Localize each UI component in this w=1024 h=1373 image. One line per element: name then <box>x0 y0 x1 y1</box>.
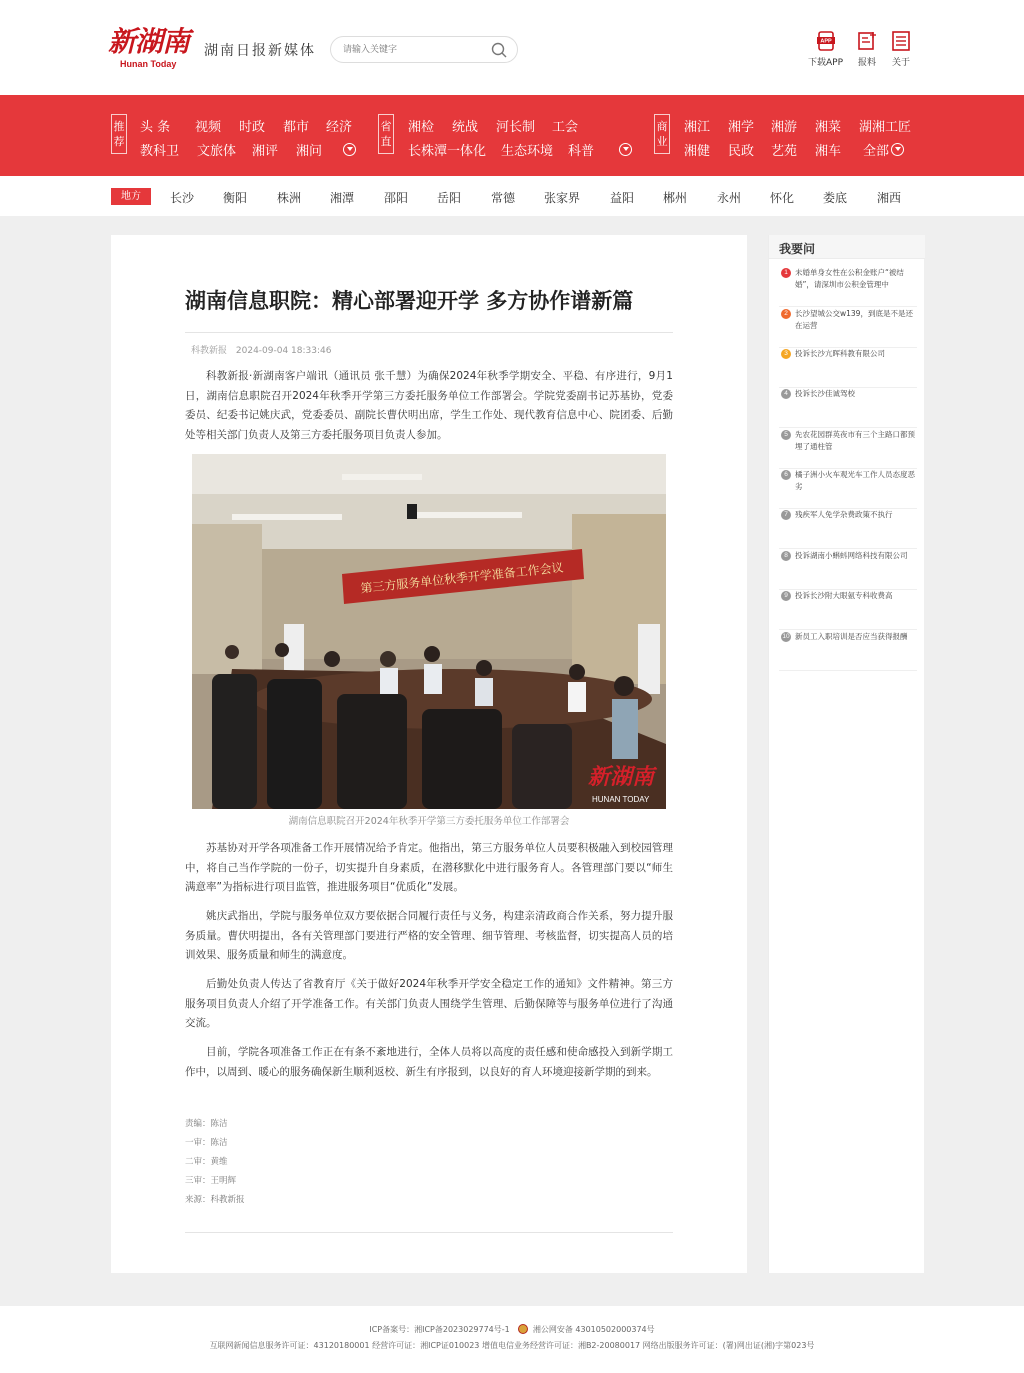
nav-item[interactable]: 民政 <box>728 144 755 159</box>
question-item[interactable] <box>779 308 917 348</box>
question-text: 残疾军人免学杂费政策不执行 <box>795 510 893 519</box>
nav-item[interactable]: 湘菜 <box>815 120 842 135</box>
question-item[interactable] <box>779 388 917 428</box>
icp-record[interactable]: ICP备案号：湘ICP备2023029774号-1 <box>369 1325 510 1334</box>
credit-review-2: 二审：黄维 <box>185 1157 228 1167</box>
question-rank: 1 <box>781 268 791 278</box>
nav-item[interactable]: 经济 <box>326 120 353 135</box>
nav-item[interactable]: 湘评 <box>252 144 279 159</box>
region-item[interactable]: 益阳 <box>610 191 635 205</box>
question-text: 投诉长沙附大眼氨专科收费高 <box>795 591 893 600</box>
article-datetime: 2024-09-04 18:33:46 <box>235 346 332 356</box>
nav-item[interactable]: 湘游 <box>771 120 798 135</box>
nav-item-all[interactable]: 全部 <box>863 144 890 159</box>
app-download-icon <box>815 30 837 52</box>
region-item[interactable]: 张家界 <box>544 191 581 205</box>
question-text: 新员工入职培训是否应当获得报酬 <box>795 632 908 641</box>
nav-item[interactable]: 河长制 <box>496 120 536 135</box>
photo-caption: 湖南信息职院召开2024年秋季开学第三方委托服务单位工作部署会 <box>288 816 570 827</box>
police-badge-icon <box>518 1324 528 1334</box>
nav-item[interactable]: 艺苑 <box>771 144 798 159</box>
photo-watermark-sub: HUNAN TODAY <box>592 795 650 804</box>
region-nav <box>0 176 1024 216</box>
question-item[interactable] <box>779 267 917 307</box>
nav-item[interactable]: 湘问 <box>296 144 323 159</box>
nav-item[interactable]: 文旅体 <box>197 144 237 159</box>
report-icon <box>856 30 878 52</box>
site-footer <box>0 1306 1024 1373</box>
logo-text: 新湖南 <box>108 25 190 58</box>
question-item[interactable] <box>779 631 917 671</box>
nav-item[interactable]: 头 条 <box>140 120 171 135</box>
photo-watermark-logo: 新湖南 <box>588 764 655 790</box>
credit-editor: 责编：陈洁 <box>185 1119 228 1129</box>
question-item[interactable] <box>779 429 917 469</box>
title-divider <box>185 332 673 333</box>
question-rank: 8 <box>781 551 791 561</box>
footer-record-line <box>0 1324 1024 1335</box>
nav-item[interactable]: 湘检 <box>408 120 435 135</box>
question-text: 投诉长沙亢晖科教有限公司 <box>795 349 885 358</box>
nav-item[interactable]: 生态环境 <box>501 144 554 159</box>
region-item[interactable]: 岳阳 <box>437 191 462 205</box>
region-item[interactable]: 邵阳 <box>384 191 409 205</box>
nav-item[interactable]: 教科卫 <box>140 144 180 159</box>
region-item[interactable]: 娄底 <box>823 191 848 205</box>
region-item[interactable]: 湘潭 <box>330 191 355 205</box>
article-credits <box>185 1115 245 1210</box>
question-rank: 10 <box>782 633 790 640</box>
police-record[interactable]: 湘公网安备 43010502000374号 <box>532 1325 655 1334</box>
download-app-button[interactable] <box>808 30 843 68</box>
more-expand-icon[interactable] <box>343 143 356 156</box>
nav-item[interactable]: 时政 <box>239 120 266 135</box>
article-paragraph: 目前，学院各项准备工作正在有条不紊地进行，全体人员将以高度的责任感和使命感投入到新学期工作中，以周到、暖心的服务确保新生顺利返校、新生有序报到，以良好的育人环境迎接新学期的到来。 <box>185 1046 673 1078</box>
nav-item[interactable]: 都市 <box>283 120 310 135</box>
about-label: 关于 <box>891 58 910 68</box>
nav-item[interactable]: 湖湘工匠 <box>859 120 912 135</box>
question-item[interactable] <box>779 590 917 630</box>
sidebar-title: 我要问 <box>779 242 816 256</box>
credit-review-3: 三审：王明辉 <box>185 1176 237 1186</box>
article-paragraph: 苏基协对开学各项准备工作开展情况给予肯定。他指出，第三方服务单位人员要积极融入到校园管理中，将自己当作学院的一份子，切实提升自身素质，在潜移默化中进行服务育人。各管理部门要以“师生满意率”为指标进行项目监管，推进服务项目“优质化”发展。 <box>185 842 673 893</box>
question-rank: 5 <box>781 430 791 440</box>
region-tag[interactable]: 地方 <box>111 188 151 205</box>
nav-item[interactable]: 湘车 <box>815 144 842 159</box>
region-item[interactable]: 衡阳 <box>223 191 248 205</box>
question-item[interactable] <box>779 348 917 388</box>
nav-item[interactable]: 工会 <box>552 120 579 135</box>
nav-group-tag: 推荐 <box>111 114 127 154</box>
nav-item[interactable]: 湘学 <box>728 120 755 135</box>
nav-item[interactable]: 长株潭一体化 <box>408 144 487 159</box>
report-button[interactable] <box>856 30 878 68</box>
brand-slogan: 湖南日报新媒体 <box>204 43 316 59</box>
nav-group-tag: 省直 <box>378 114 394 154</box>
ask-sidebar <box>768 235 924 1273</box>
search-box <box>330 36 518 63</box>
report-label: 报料 <box>857 58 876 68</box>
region-item[interactable]: 永州 <box>717 191 742 205</box>
question-rank: 2 <box>781 309 791 319</box>
nav-item[interactable]: 科普 <box>568 144 595 159</box>
channel-nav <box>0 95 1024 176</box>
question-item[interactable] <box>779 550 917 590</box>
question-text: 橘子洲小火车观光车工作人员态度恶劣 <box>795 470 915 491</box>
question-text: 未婚单身女性在公积金账户“被结婚”，请深圳市公积金管理中 <box>795 268 904 289</box>
nav-item[interactable]: 湘健 <box>684 144 711 159</box>
nav-item[interactable]: 统战 <box>452 120 479 135</box>
site-header <box>0 0 1024 95</box>
download-app-label: 下载APP <box>808 58 844 68</box>
question-text: 投诉长沙佳诚驾校 <box>795 389 855 398</box>
question-item[interactable] <box>779 509 917 549</box>
region-item[interactable]: 湘西 <box>877 191 902 205</box>
region-item[interactable]: 怀化 <box>770 191 795 205</box>
region-item[interactable]: 郴州 <box>663 191 688 205</box>
article-paragraph: 科教新报·新湖南客户端讯（通讯员 张千慧）为确保2024年秋季学期安全、平稳、有序进行，9月1日，湖南信息职院召开2024年秋季开学第三方委托服务单位工作部署会。学院党委副书记苏基协，党委委员、纪委书记姚庆武，党委委员、副院长曹伏明出席，学生工作处、现代教育信息中心、院团委、后勤处等相关部门负责人及第三方委托服务项目负责人参加。 <box>185 370 673 441</box>
credit-review-1: 一审：陈洁 <box>185 1138 228 1148</box>
article-photo <box>192 454 666 809</box>
about-button[interactable] <box>890 30 912 68</box>
article-meta <box>191 343 337 356</box>
search-icon[interactable] <box>490 41 508 59</box>
sidebar-header <box>769 235 925 259</box>
question-item[interactable] <box>779 469 917 509</box>
search-input[interactable] <box>343 42 483 58</box>
site-logo[interactable] <box>108 26 190 72</box>
logo-subtext: Hunan Today <box>120 59 177 69</box>
article-title: 湖南信息职院：精心部署迎开学 多方协作谱新篇 <box>185 289 634 313</box>
question-text: 先农花园群英夜市有三个主路口都预埋了通柱管 <box>795 430 915 451</box>
article-panel <box>111 235 747 1273</box>
question-text: 长沙望城公交w139，到底是不是还在运营 <box>795 309 913 330</box>
nav-item[interactable]: 湘江 <box>684 120 711 135</box>
article-paragraph: 后勤处负责人传达了省教育厅《关于做好2024年秋季开学安全稳定工作的通知》文件精神。第三方服务项目负责人介绍了开学准备工作。有关部门负责人围绕学生管理、后勤保障等与服务单位进行了沟通交流。 <box>185 978 673 1029</box>
region-item[interactable]: 株洲 <box>277 191 302 205</box>
article-source: 科教新报 <box>191 346 228 356</box>
meeting-photo-illustration <box>192 454 666 809</box>
question-rank: 4 <box>781 389 791 399</box>
region-item[interactable]: 长沙 <box>170 191 195 205</box>
region-item[interactable]: 常德 <box>491 191 516 205</box>
question-rank: 3 <box>781 349 791 359</box>
article-paragraph: 姚庆武指出，学院与服务单位双方要依据合同履行责任与义务，构建亲清政商合作关系，努力提升服务质量。曹伏明提出，各有关管理部门要进行严格的安全管理、细节管理、考核监督，切实提高人员的培训效果、服务质量和师生的满意度。 <box>185 910 673 961</box>
more-expand-icon[interactable] <box>891 143 904 156</box>
article-end-divider <box>185 1232 673 1233</box>
nav-item[interactable]: 视频 <box>195 120 222 135</box>
nav-group-tag: 商业 <box>654 114 670 154</box>
footer-licenses: 互联网新闻信息服务许可证：43120180001 经营许可证：湘ICP证010023 增值电信业务经营许可证：湘B2-20080017 网络出版服务许可证：(署)网出证(湘)字第023号 <box>209 1341 815 1350</box>
question-rank: 7 <box>781 510 791 520</box>
question-rank: 9 <box>781 591 791 601</box>
svg-text:APP: APP <box>819 38 832 45</box>
meeting-banner-text: 第三方服务单位秋季开学准备工作会议 <box>359 560 565 596</box>
about-icon <box>890 30 912 52</box>
question-text: 投诉湖南小蝌蚪网络科技有限公司 <box>795 551 908 560</box>
question-rank: 6 <box>781 470 791 480</box>
credit-source: 来源：科教新报 <box>185 1195 245 1205</box>
more-expand-icon[interactable] <box>619 143 632 156</box>
